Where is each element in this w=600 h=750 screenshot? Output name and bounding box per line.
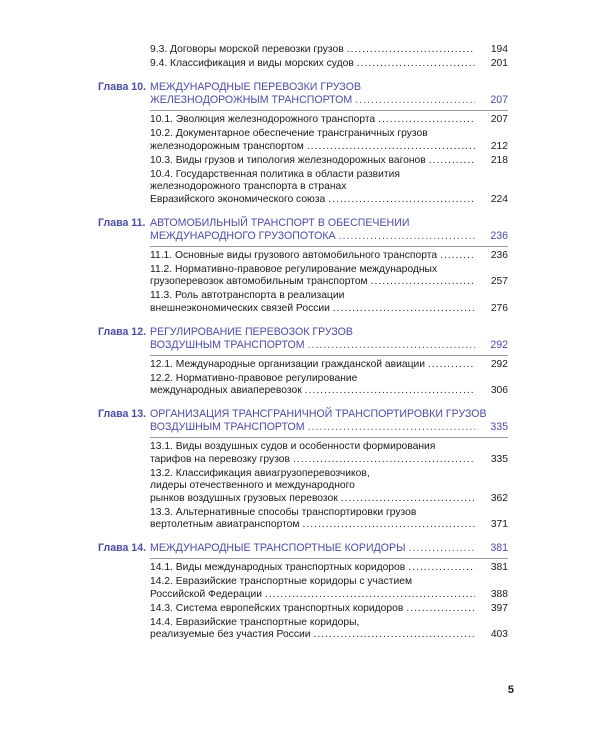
page-number: 5 [507,684,514,696]
section-entry[interactable] [150,441,508,466]
section-title-line: 11.1. Основные виды грузового автомобильного транспорта [150,249,438,261]
dot-leader [378,114,475,127]
chapter-label: Глава 13. [98,408,147,420]
section-page-number: 207 [490,114,508,125]
section-title-line: тарифов на перевозку грузов [150,453,290,465]
section-entry[interactable] [150,114,508,127]
chapter-title [150,81,508,107]
section-entry[interactable] [150,169,508,207]
dot-leader [371,276,475,289]
dot-leader [429,155,475,168]
section-page-number: 194 [490,44,508,55]
chapter-divider [150,355,508,356]
section-title-line: реализуемые без участия России [150,629,311,640]
dot-leader [313,629,475,642]
section-page-number: 212 [490,140,508,152]
chapter-title [150,542,508,555]
chapter-label: Глава 11. [98,216,146,229]
section-entry[interactable] [150,155,508,168]
dot-leader [408,562,475,575]
section-entry[interactable] [150,359,508,372]
chapter-label: Глава 14. [98,542,147,554]
section-entry[interactable] [150,576,508,601]
section-title-line: 13.1. Виды воздушных судов и особенности формирования [150,441,436,452]
section-page-number: 257 [490,276,508,287]
chapter-entry[interactable] [0,542,600,559]
section-title-line: 9.4. Классификация и виды морских судов [150,58,354,69]
section-title-line: 11.3. Роль автотранспорта в реализации [150,290,345,301]
section-title-line: грузоперевозок автомобильным транспортом [150,276,368,287]
section-entry[interactable] [150,562,508,575]
chapter-title [150,326,508,352]
section-entry[interactable] [150,603,508,616]
chapter-title-line: МЕЖДУНАРОДНЫЕ ПЕРЕВОЗКИ ГРУЗОВ [150,81,362,93]
section-page-number: 224 [490,193,508,205]
section-entry[interactable] [150,507,508,532]
section-title-line: 13.3. Альтернативные способы транспортировки грузов [150,506,417,518]
section-title-line: железнодорожного транспорта в странах [150,181,347,192]
section-title-line: 14.2. Евразийские транспортные коридоры с участием [150,576,413,587]
section-page-number: 371 [490,519,508,530]
dot-leader [339,230,475,243]
chapter-title-line: ОРГАНИЗАЦИЯ ТРАНСГРАНИЧНОЙ ТРАНСПОРТИРОВКИ ГРУЗОВ [150,408,487,420]
chapter-title-line: МЕЖДУНАРОДНЫЕ ТРАНСПОРТНЫЕ КОРИДОРЫ [150,542,406,554]
section-title-line: международных авиаперевозок [150,385,302,396]
section-title-line: 11.2. Нормативно-правовое регулирование международных [150,263,438,275]
dot-leader [440,250,475,263]
section-page-number: 381 [490,562,508,573]
section-entry[interactable] [150,44,508,57]
section-title-line: 14.1. Виды международных транспортных коридоров [150,562,406,573]
section-title-line: 13.2. Классификация авиагрузоперевозчиков, [150,467,370,479]
chapter-page-number: 335 [490,421,508,433]
section-page-number: 218 [490,154,508,166]
section-title-line: 14.3. Система европейских транспортных коридоров [150,602,404,614]
dot-leader [347,44,475,57]
dot-leader [355,94,475,107]
section-page-number: 403 [490,629,508,640]
section-page-number: 335 [490,453,508,465]
section-title-line: вертолетным авиатранспортом [150,519,300,530]
dot-leader [307,141,475,154]
section-entry[interactable] [150,128,508,153]
chapter-label: Глава 12. [98,325,147,338]
dot-leader [408,542,475,555]
chapter-title [150,217,508,243]
chapter-title-line: ЖЕЛЕЗНОДОРОЖНЫМ ТРАНСПОРТОМ [150,94,353,106]
chapter-title-line: АВТОМОБИЛЬНЫЙ ТРАНСПОРТ В ОБЕСПЕЧЕНИИ [150,216,410,229]
dot-leader [333,303,475,316]
chapter-entry[interactable] [0,217,600,247]
dot-leader [293,454,475,467]
section-page-number: 388 [490,588,508,600]
section-entry[interactable] [150,290,508,315]
chapter-page-number: 236 [490,229,508,242]
dot-leader [428,359,475,372]
section-entry[interactable] [150,58,508,71]
chapter-divider [150,558,508,559]
chapter-page-number: 207 [490,94,508,106]
section-title-line: внешнеэкономических связей России [150,302,330,314]
dot-leader [302,519,475,532]
section-title-line: рынков воздушных грузовых перевозок [150,492,338,504]
section-entry[interactable] [150,250,508,263]
section-title-line: лидеры отечественного и международного [150,480,355,491]
chapter-title-line: МЕЖДУНАРОДНОГО ГРУЗОПОТОКА [150,229,336,242]
section-title-line: 10.3. Виды грузов и типология железнодорожных вагонов [150,154,426,166]
dot-leader [265,589,475,602]
chapter-entry[interactable] [0,81,600,111]
dot-leader [357,58,475,71]
section-title-line: Евразийского экономического союза [150,193,326,205]
section-entry[interactable] [150,373,508,398]
chapter-page-number: 381 [490,542,508,554]
section-title-line: 12.1. Международные организации гражданской авиации [150,358,425,370]
chapter-title-line: РЕГУЛИРОВАНИЕ ПЕРЕВОЗОК ГРУЗОВ [150,325,353,338]
chapter-entry[interactable] [0,408,600,438]
section-entry[interactable] [150,264,508,289]
section-title-line: 14.4. Евразийские транспортные коридоры, [150,616,360,628]
section-title-line: 12.2. Нормативно-правовое регулирование [150,372,358,384]
chapter-title-line: ВОЗДУШНЫМ ТРАНСПОРТОМ [150,338,305,351]
dot-leader [406,603,475,616]
section-page-number: 306 [490,385,508,396]
dot-leader [341,493,475,506]
dot-leader [305,385,475,398]
chapter-page-number: 292 [490,338,508,351]
section-page-number: 276 [490,302,508,314]
section-title-line: железнодорожным транспортом [150,140,304,152]
chapter-divider [150,246,508,247]
chapter-title [150,408,508,434]
section-title-line: 10.2. Документарное обеспечение трансграничных грузов [150,128,428,139]
chapter-label: Глава 10. [98,81,147,93]
section-page-number: 201 [490,58,508,69]
dot-leader [308,421,475,434]
chapter-divider [150,110,508,111]
dot-leader [328,194,475,207]
section-page-number: 236 [490,249,508,261]
chapter-entry[interactable] [0,326,600,356]
section-title-line: Российской Федерации [150,588,262,600]
section-entry[interactable] [150,617,508,642]
section-title-line: 10.4. Государственная политика в области развития [150,168,400,180]
section-title-line: 10.1. Эволюция железнодорожного транспорта [150,114,376,125]
section-entry[interactable] [150,468,508,506]
dot-leader [308,339,475,352]
section-title-line: 9.3. Договоры морской перевозки грузов [150,44,344,55]
chapter-title-line: ВОЗДУШНЫМ ТРАНСПОРТОМ [150,421,305,433]
section-page-number: 397 [490,602,508,614]
section-page-number: 292 [490,358,508,370]
chapter-divider [150,437,508,438]
section-page-number: 362 [490,492,508,504]
